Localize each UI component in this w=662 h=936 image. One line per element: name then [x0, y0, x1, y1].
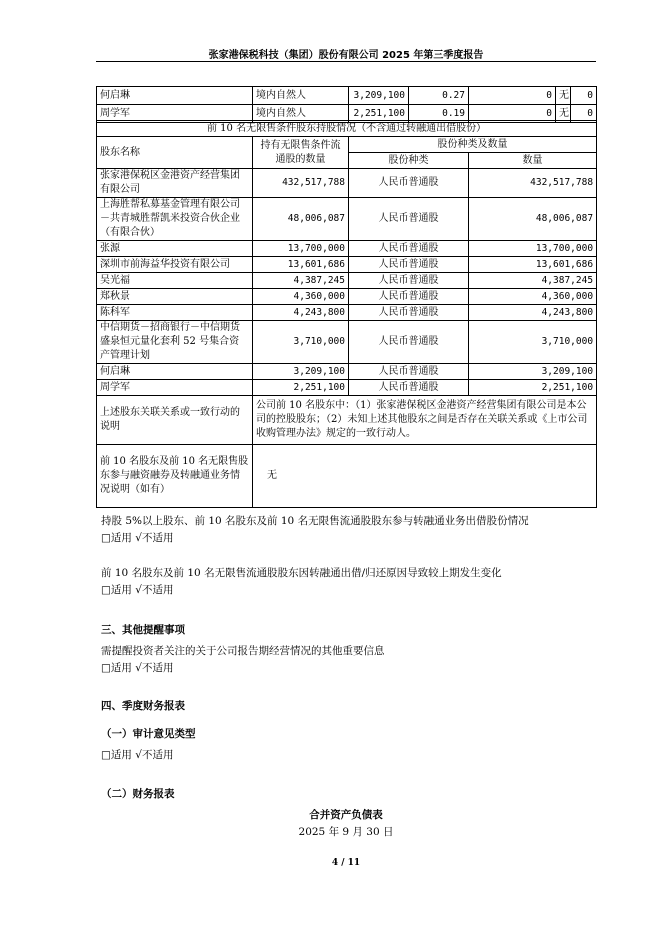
margin-trading-label: 前 10 名股东及前 10 名无限售股东参与融资融券及转融通业务情况说明（如有）: [97, 445, 253, 508]
unrestricted-qty: 3,710,000: [253, 321, 349, 364]
shareholder-name: 吴光福: [97, 273, 253, 289]
share-kind: 人民币普通股: [349, 305, 469, 321]
share-amount: 48,006,087: [469, 198, 597, 241]
shareholder-type: 境内自然人: [253, 87, 349, 105]
col-header-unrestricted-qty: 持有无限售条件流通股的数量: [253, 137, 349, 169]
shareholder-name: 陈科军: [97, 305, 253, 321]
share-kind: 人民币普通股: [349, 380, 469, 396]
shareholder-name: 郑秋景: [97, 289, 253, 305]
share-amount: 4,360,000: [469, 289, 597, 305]
audit-opinion-heading: （一）审计意见类型: [101, 728, 196, 740]
pledge-quantity: 0: [571, 105, 597, 123]
share-kind: 人民币普通股: [349, 257, 469, 273]
top-shareholders-table-continued: [96, 86, 597, 123]
share-kind: 人民币普通股: [349, 241, 469, 257]
unrestricted-qty: 48,006,087: [253, 198, 349, 241]
share-amount: 4,387,245: [469, 273, 597, 289]
shareholder-name: 何启琳: [97, 87, 253, 105]
share-amount: 4,243,800: [469, 305, 597, 321]
shareholder-name: 深圳市前海益华投资有限公司: [97, 257, 253, 273]
col-header-shareholder-name: 股东名称: [97, 137, 253, 169]
share-kind: 人民币普通股: [349, 273, 469, 289]
shareholder-name: 周学军: [97, 105, 253, 123]
share-amount: 3,209,100: [469, 364, 597, 380]
margin-trading-text: 无: [253, 445, 597, 508]
shareholder-name: 张源: [97, 241, 253, 257]
table-row: [97, 321, 597, 364]
share-amount: 2,251,100: [469, 380, 597, 396]
pledge-status: 无: [556, 105, 571, 123]
table-row: [97, 257, 597, 273]
shareholder-name: 中信期货－招商银行－中信期货盛泉恒元量化套利 52 号集合资产管理计划: [97, 321, 253, 364]
unrestricted-qty: 13,601,686: [253, 257, 349, 273]
share-amount: 3,710,000: [469, 321, 597, 364]
change-title: 前 10 名股东及前 10 名无限售流通股股东因转融通出借/归还原因导致较上期发生变化: [101, 567, 502, 579]
other-reminders-option: □适用 √不适用: [101, 662, 174, 674]
unrestricted-qty: 13,700,000: [253, 241, 349, 257]
restricted-shares: 0: [469, 105, 556, 123]
table-row: [97, 364, 597, 380]
table-row: [97, 241, 597, 257]
shareholder-type: 境内自然人: [253, 105, 349, 123]
share-amount: 432,517,788: [469, 169, 597, 198]
pledge-quantity: 0: [571, 87, 597, 105]
share-kind: 人民币普通股: [349, 198, 469, 241]
shareholder-name: 张家港保税区金港资产经营集团有限公司: [97, 169, 253, 198]
shareholding: 2,251,100: [349, 105, 409, 123]
unrestricted-qty: 432,517,788: [253, 169, 349, 198]
balance-sheet-date: 2025 年 9 月 30 日: [298, 826, 394, 838]
share-kind: 人民币普通股: [349, 364, 469, 380]
restricted-shares: 0: [469, 87, 556, 105]
unrestricted-qty: 4,243,800: [253, 305, 349, 321]
balance-sheet-title: 合并资产负债表: [309, 809, 383, 821]
pledge-status: 无: [556, 87, 571, 105]
report-header: 张家港保税科技（集团）股份有限公司 2025 年第三季度报告: [208, 50, 484, 61]
lending-title: 持股 5%以上股东、前 10 名股东及前 10 名无限售流通股股东参与转融通业务出借股份情况: [101, 515, 529, 527]
shareholding-ratio: 0.19: [409, 105, 469, 123]
other-reminders-heading: 三、其他提醒事项: [101, 624, 185, 636]
unrestricted-table-title: 前 10 名无限售条件股东持股情况（不含通过转融通出借股份）: [97, 121, 597, 137]
other-reminders-text: 需提醒投资者关注的关于公司报告期经营情况的其他重要信息: [101, 645, 385, 657]
unrestricted-shareholders-table: [96, 120, 597, 508]
statements-heading: （二）财务报表: [101, 788, 175, 800]
table-row: [97, 380, 597, 396]
col-header-kind: 股份种类: [349, 153, 469, 169]
unrestricted-qty: 4,360,000: [253, 289, 349, 305]
shareholding: 3,209,100: [349, 87, 409, 105]
col-header-amount: 数量: [469, 153, 597, 169]
change-option: □适用 √不适用: [101, 584, 174, 596]
share-amount: 13,601,686: [469, 257, 597, 273]
header-divider: [96, 61, 596, 62]
page-number: 4 / 11: [331, 858, 361, 868]
table-row: [97, 87, 597, 105]
table-row: [97, 305, 597, 321]
unrestricted-qty: 4,387,245: [253, 273, 349, 289]
share-kind: 人民币普通股: [349, 321, 469, 364]
share-kind: 人民币普通股: [349, 289, 469, 305]
table-row: [97, 273, 597, 289]
table-row: [97, 289, 597, 305]
col-header-kind-group: 股份种类及数量: [349, 137, 597, 153]
shareholding-ratio: 0.27: [409, 87, 469, 105]
unrestricted-qty: 2,251,100: [253, 380, 349, 396]
financial-statements-heading: 四、季度财务报表: [101, 700, 185, 712]
table-row: [97, 198, 597, 241]
relation-label: 上述股东关联关系或一致行动的说明: [97, 396, 253, 445]
lending-option: □适用 √不适用: [101, 532, 174, 544]
table-row: [97, 169, 597, 198]
relation-text: 公司前 10 名股东中：（1）张家港保税区金港资产经营集团有限公司是本公司的控股股东；（2）未知上述其他股东之间是否存在关联关系或《上市公司收购管理办法》规定的一致行动人。: [253, 396, 597, 445]
shareholder-name: 上海胜帮私募基金管理有限公司－共青城胜帮凯米投资合伙企业（有限合伙）: [97, 198, 253, 241]
share-kind: 人民币普通股: [349, 169, 469, 198]
shareholder-name: 何启琳: [97, 364, 253, 380]
shareholder-name: 周学军: [97, 380, 253, 396]
share-amount: 13,700,000: [469, 241, 597, 257]
audit-opinion-option: □适用 √不适用: [101, 749, 174, 761]
unrestricted-qty: 3,209,100: [253, 364, 349, 380]
